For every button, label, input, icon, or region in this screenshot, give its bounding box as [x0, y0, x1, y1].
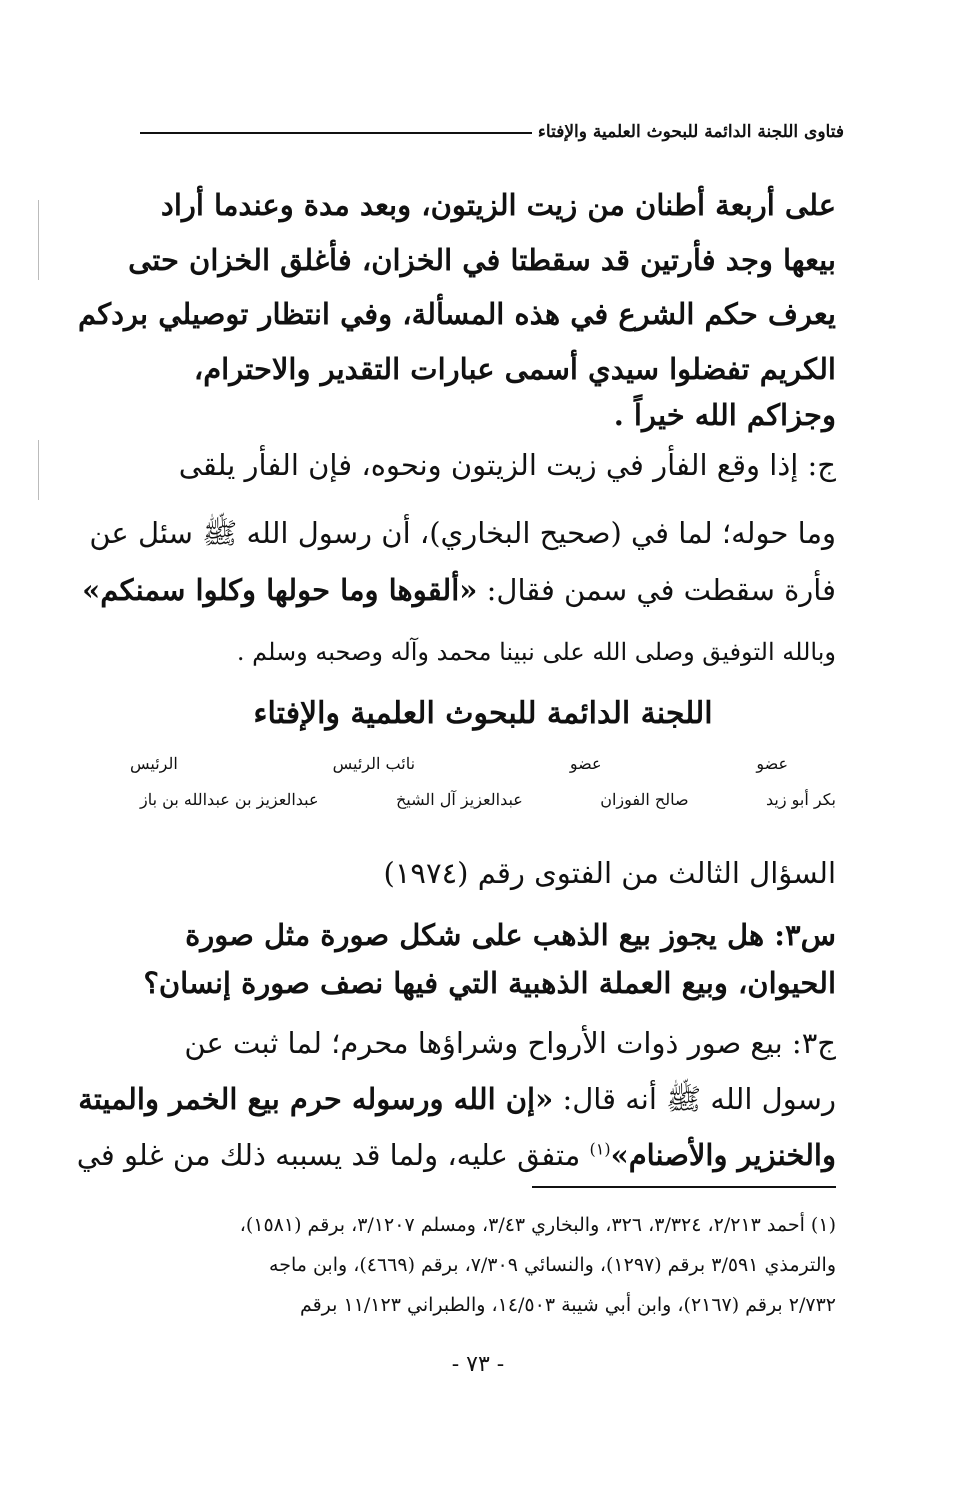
scan-margin-line — [38, 200, 39, 280]
question3-line: الحيوان، وبيع العملة الذهبية التي فيها نصف صورة إنسان؟ — [143, 966, 836, 1000]
signatory-role: الرئيس — [130, 754, 178, 773]
question-line: بيعها وجد فأرتين قد سقطتا في الخزان، فأغلق الخزان حتى — [128, 243, 836, 277]
signatory-role: عضو — [569, 754, 602, 773]
signatory-name: عبدالعزيز بن عبدالله بن باز — [140, 790, 319, 809]
question3-line: س٣: هل يجوز بيع الذهب على شكل صورة مثل صورة — [185, 918, 836, 952]
signatory-name: عبدالعزيز آل الشيخ — [395, 790, 523, 809]
signatory-role: نائب الرئيس — [332, 754, 416, 773]
footnote-ref: (١) — [589, 1139, 611, 1159]
fatwa-heading: السؤال الثالث من الفتوى رقم (١٩٧٤) — [383, 856, 836, 890]
scan-margin-line — [38, 440, 39, 500]
question-line: على أربعة أطنان من زيت الزيتون، وبعد مدة وعندما أراد — [160, 188, 836, 222]
answer-line: وما حوله؛ لما في (صحيح البخاري)، أن رسول الله ﷺ سئل عن — [89, 516, 836, 550]
committee-title: اللجنة الدائمة للبحوث العلمية والإفتاء — [253, 696, 713, 731]
answer3-line — [76, 1138, 836, 1173]
header-rule — [140, 132, 532, 134]
header-title: فتاوى اللجنة الدائمة للبحوث العلمية والإفتاء — [537, 122, 844, 142]
hadith-quote: والخنزير والأصنام» — [610, 1138, 836, 1172]
footnote-rule — [532, 1186, 836, 1188]
answer-text: متفق عليه، ولما قد يسببه ذلك من غلو في — [76, 1138, 590, 1172]
answer-line — [82, 573, 836, 608]
signatory-roles — [130, 754, 788, 773]
signatory-role: عضو — [756, 754, 788, 773]
question-line: يعرف حكم الشرع في هذه المسألة، وفي انتظار توصيلي بردكم — [78, 297, 836, 331]
closing-line: وبالله التوفيق وصلى الله على نبينا محمد وآله وصحبه وسلم . — [236, 638, 836, 666]
hadith-quote: «إن الله ورسوله حرم بيع الخمر والميتة — [78, 1082, 554, 1116]
signatory-names — [140, 790, 836, 809]
footnote-line: والترمذي ٣/٥٩١ برقم (١٢٩٧)، والنسائي ٧/٣٠٩، برقم (٤٦٦٩)، وابن ماجه — [269, 1254, 836, 1276]
answer-line: ج: إذا وقع الفأر في زيت الزيتون ونحوه، فإن الفأر يلقى — [178, 448, 836, 482]
footnote-line: (١) أحمد ٢/٢١٣، ٣/٣٢٤، ٣٢٦، والبخاري ٣/٤٣، ومسلم ٣/١٢٠٧، برقم (١٥٨١)، — [239, 1214, 836, 1236]
question-line: وجزاكم الله خيراً . — [613, 398, 836, 432]
answer3-line: ج٣: بيع صور ذوات الأرواح وشراؤها محرم؛ لما ثبت عن — [184, 1026, 836, 1060]
answer-text: رسول الله ﷺ أنه قال: — [553, 1082, 836, 1116]
signatory-name: بكر أبو زيد — [765, 790, 836, 809]
answer-text: فأرة سقطت في سمن فقال: — [477, 573, 836, 607]
page-number: - ٧٣ - — [451, 1352, 505, 1377]
hadith-quote: «ألقوها وما حولها وكلوا سمنكم» — [82, 573, 478, 607]
signatory-name: صالح الفوزان — [600, 790, 689, 809]
footnote-line: ٢/٧٣٢ برقم (٢١٦٧)، وابن أبي شيبة ١٤/٥٠٣، والطبراني ١١/١٢٣ برقم — [299, 1294, 836, 1316]
question-line: الكريم تفضلوا سيدي أسمى عبارات التقدير والاحترام، — [193, 352, 836, 386]
answer3-line — [78, 1082, 836, 1117]
running-header — [140, 118, 844, 146]
